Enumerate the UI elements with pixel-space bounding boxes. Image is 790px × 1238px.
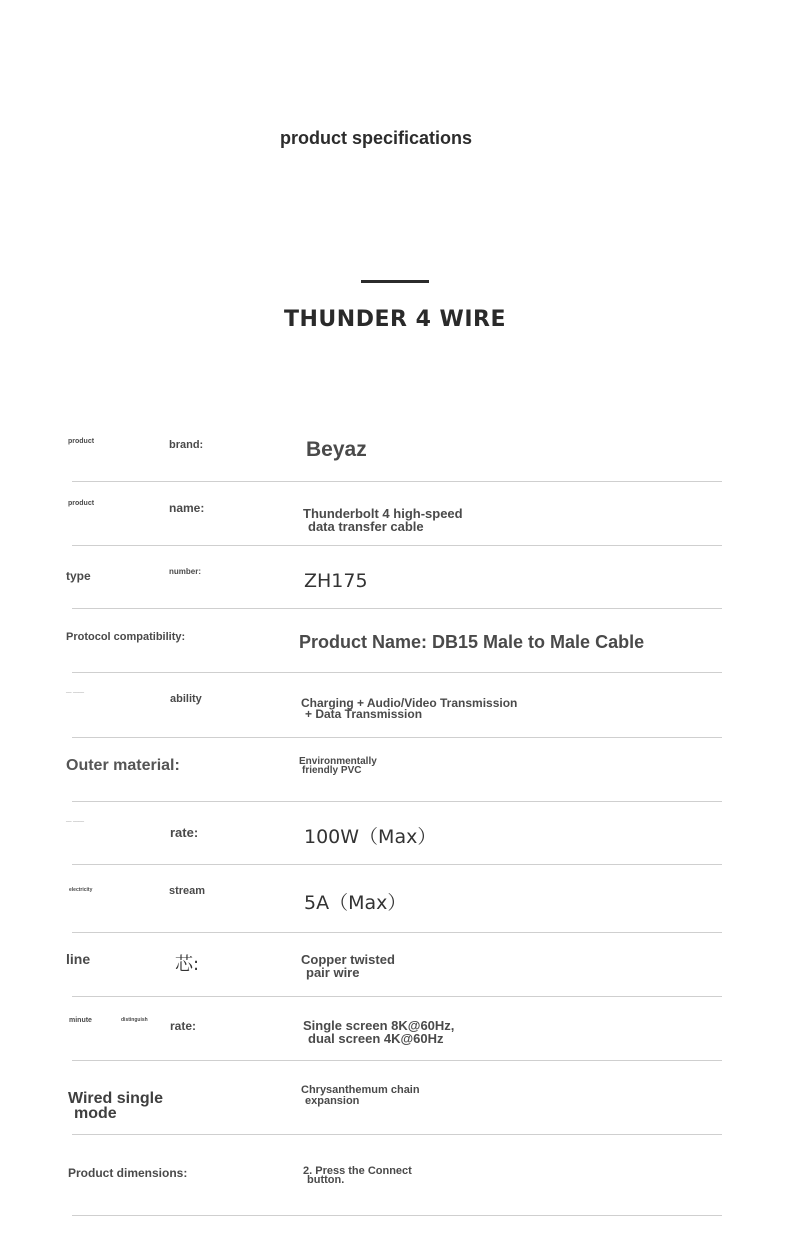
current-value: 5A（Max） — [304, 892, 407, 914]
core-label-a: line — [66, 951, 91, 967]
row-divider — [72, 1060, 722, 1061]
outer-value-line1: Environmentally — [299, 756, 377, 767]
row-divider — [72, 608, 722, 609]
core-label-b: 芯: — [175, 954, 200, 975]
resolution-label-b: distinguish — [121, 1017, 148, 1023]
resolution-value-line1: Single screen 8K@60Hz, — [303, 1018, 455, 1033]
protocol-value: Product Name: DB15 Male to Male Cable — [299, 632, 645, 652]
row-divider — [72, 1134, 722, 1135]
resolution-value-line2: dual screen 4K@60Hz — [308, 1031, 444, 1046]
brand-label-a: product — [68, 438, 95, 445]
power-value: 100W（Max） — [304, 826, 437, 848]
row-divider — [72, 545, 722, 546]
brand-label-b: brand: — [169, 439, 204, 451]
brand-value: Beyaz — [306, 438, 367, 461]
protocol-label: Protocol compatibility: — [66, 631, 186, 643]
wired-value-line1: Chrysanthemum chain — [301, 1084, 420, 1096]
dimensions-value-line1: 2. Press the Connect — [303, 1165, 412, 1177]
row-divider — [72, 932, 722, 933]
row-divider — [72, 864, 722, 865]
row-divider — [72, 996, 722, 997]
ability-label-b: ability — [170, 693, 202, 705]
main-title: THUNDER 4 WIRE — [284, 307, 506, 332]
row-divider — [72, 481, 722, 482]
core-value-line2: pair wire — [306, 965, 360, 980]
ability-label-a: __ ____ — [66, 688, 85, 694]
title-divider — [361, 280, 429, 283]
type-label-b: number: — [169, 567, 201, 576]
dimensions-label: Product dimensions: — [68, 1166, 188, 1180]
row-divider — [72, 672, 722, 673]
ability-value-line2: + Data Transmission — [305, 707, 423, 721]
current-label-b: stream — [169, 885, 206, 897]
power-label-a: __ ____ — [66, 817, 85, 823]
name-value-line1: Thunderbolt 4 high-speed — [303, 506, 463, 521]
row-divider — [72, 801, 722, 802]
power-label-b: rate: — [170, 825, 199, 840]
outer-value-line2: friendly PVC — [302, 765, 362, 776]
name-label-b: name: — [169, 501, 205, 515]
row-divider — [72, 737, 722, 738]
name-label-a: product — [68, 500, 95, 507]
wired-label-line2: mode — [74, 1105, 117, 1122]
outer-label: Outer material: — [66, 757, 180, 774]
row-divider — [72, 1215, 722, 1216]
spec-title: product specifications — [280, 128, 473, 148]
type-value: ZH175 — [304, 570, 368, 592]
type-label-a: type — [66, 569, 91, 583]
ability-value-line1: Charging + Audio/Video Transmission — [301, 696, 518, 710]
resolution-label-a: minute — [69, 1017, 92, 1024]
wired-value-line2: expansion — [305, 1095, 360, 1107]
wired-label-line1: Wired single — [68, 1090, 163, 1107]
name-value-line2: data transfer cable — [308, 519, 424, 534]
core-value-line1: Copper twisted — [301, 952, 395, 967]
current-label-a: electricity — [69, 887, 93, 893]
dimensions-value-line2: button. — [307, 1174, 345, 1186]
resolution-label-c: rate: — [170, 1019, 197, 1033]
